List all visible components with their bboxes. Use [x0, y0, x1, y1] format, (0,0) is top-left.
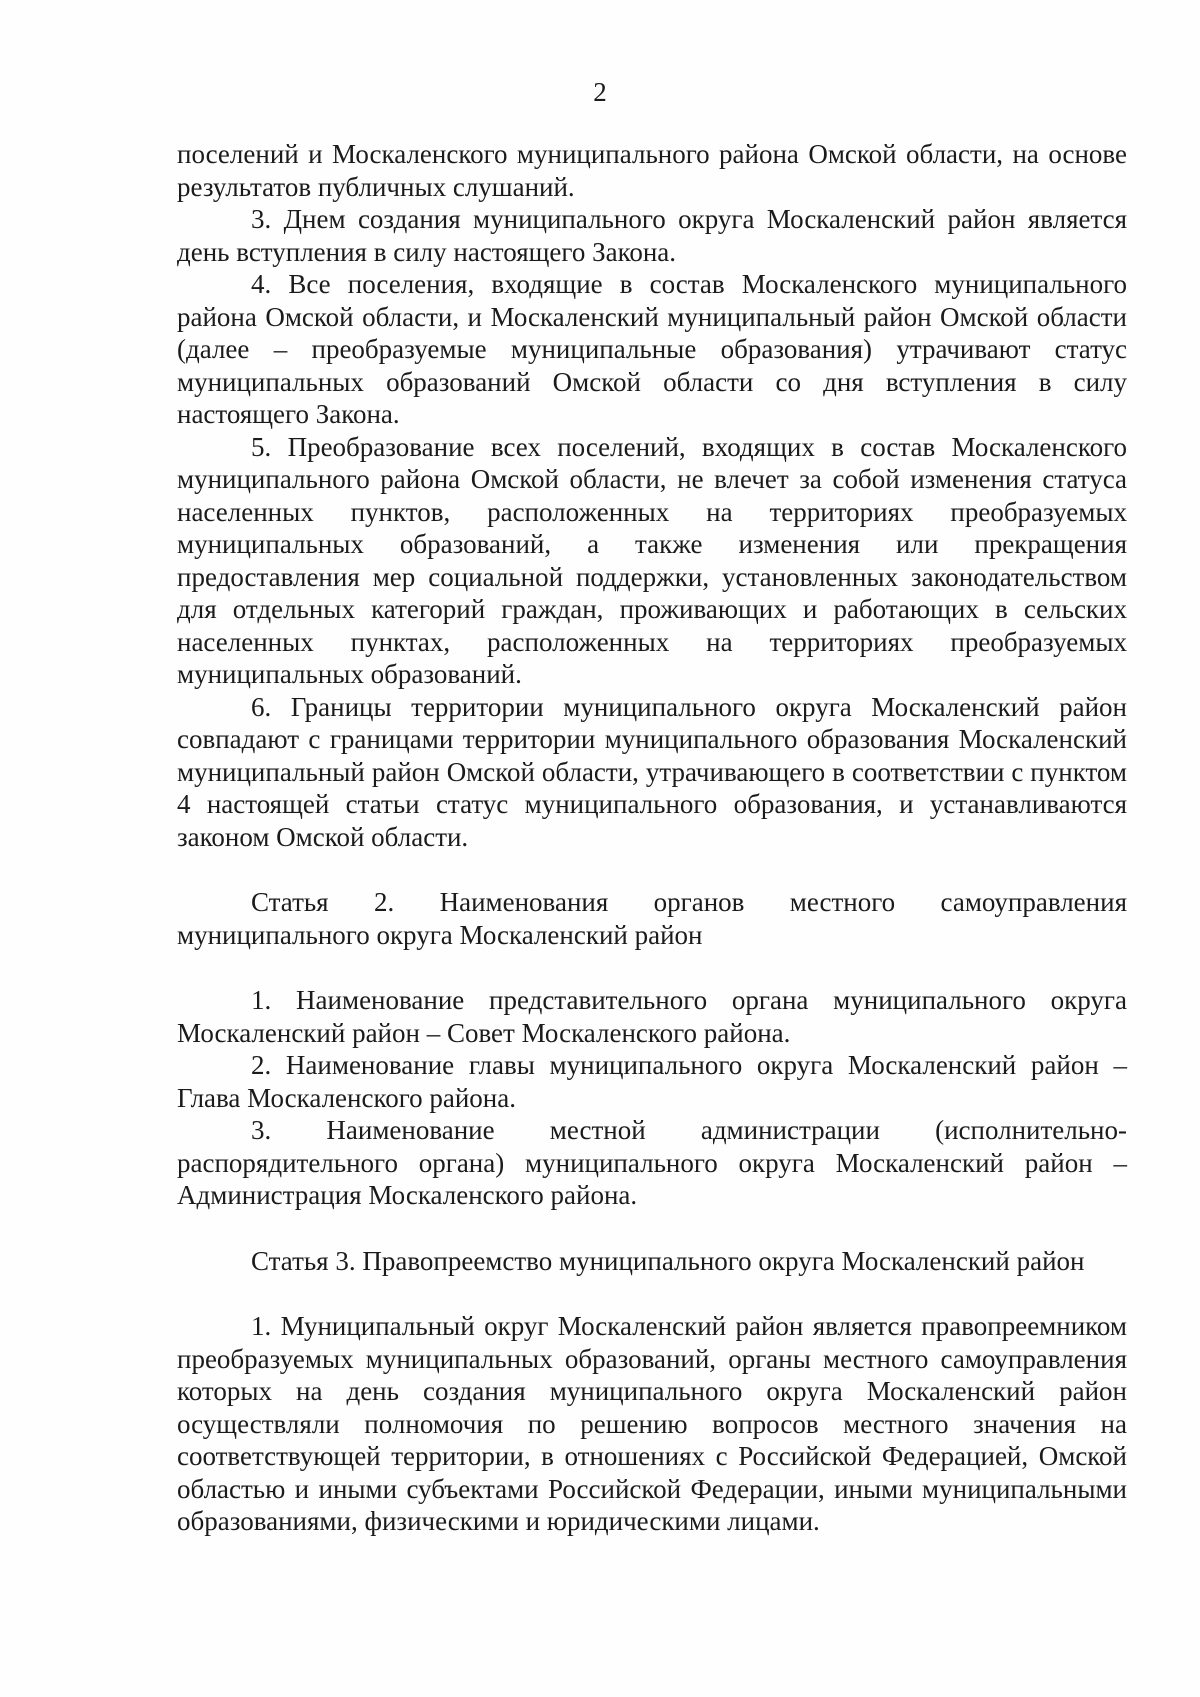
article-3-item-1: 1. Муниципальный округ Москаленский район является правопреемником преобразуемых муниципальных образований, органы местного самоуправления которых на день создания муниципального округа Москаленский район осуществляли полномочия по решению вопросов местного значения на соответствующей территории, в отношениях с Российской Федерацией, Омской областью и иными субъектами Российской Федерации, иными муниципальными образованиями, физическими и юридическими лицами. [177, 1311, 1127, 1536]
paragraph-item-4: 4. Все поселения, входящие в состав Москаленского муниципального района Омской области, и Москаленский муниципальный район Омской области (далее – преобразуемые муниципальные образования) утрачивают статус муниципальных образований Омской области со дня вступления в силу настоящего Закона. [177, 269, 1127, 429]
article-2-item-1: 1. Наименование представительного органа муниципального округа Москаленский район – Совет Москаленского района. [177, 985, 1127, 1048]
paragraph-continuation: поселений и Москаленского муниципального района Омской области, на основе результатов публичных слушаний. [177, 139, 1127, 202]
article-3-heading: Статья 3. Правопреемство муниципального округа Москаленский район [251, 1245, 1085, 1276]
paragraph-item-3: 3. Днем создания муниципального округа Москаленский район является день вступления в силу настоящего Закона. [177, 204, 1127, 267]
article-2-item-3: 3. Наименование местной администрации (исполнительно-распорядительного органа) муниципального округа Москаленский район – Администрация Москаленского района. [177, 1115, 1127, 1210]
paragraph-item-6: 6. Границы территории муниципального округа Москаленский район совпадают с границами территории муниципального образования Москаленский муниципальный район Омской области, утрачивающего в соответствии с пунктом 4 настоящей статьи статус муниципального образования, и устанавливаются законом Омской области. [177, 691, 1127, 852]
paragraph-item-5: 5. Преобразование всех поселений, входящих в состав Москаленского муниципального района Омской области, не влечет за собой изменения статуса населенных пунктов, расположенных на территориях преобразуемых муниципальных образований, а также изменения или прекращения предоставления мер социальной поддержки, установленных законодательством для отдельных категорий граждан, проживающих и работающих в сельских населенных пунктах, расположенных на территориях преобразуемых муниципальных образований. [177, 431, 1127, 689]
article-2-item-2: 2. Наименование главы муниципального округа Москаленский район – Глава Москаленского района. [177, 1050, 1127, 1113]
page-number: 2 [593, 77, 607, 107]
article-2-heading: Статья 2. Наименования органов местного самоуправления муниципального округа Москаленский район [177, 887, 1127, 950]
document-body [177, 138, 1127, 1538]
